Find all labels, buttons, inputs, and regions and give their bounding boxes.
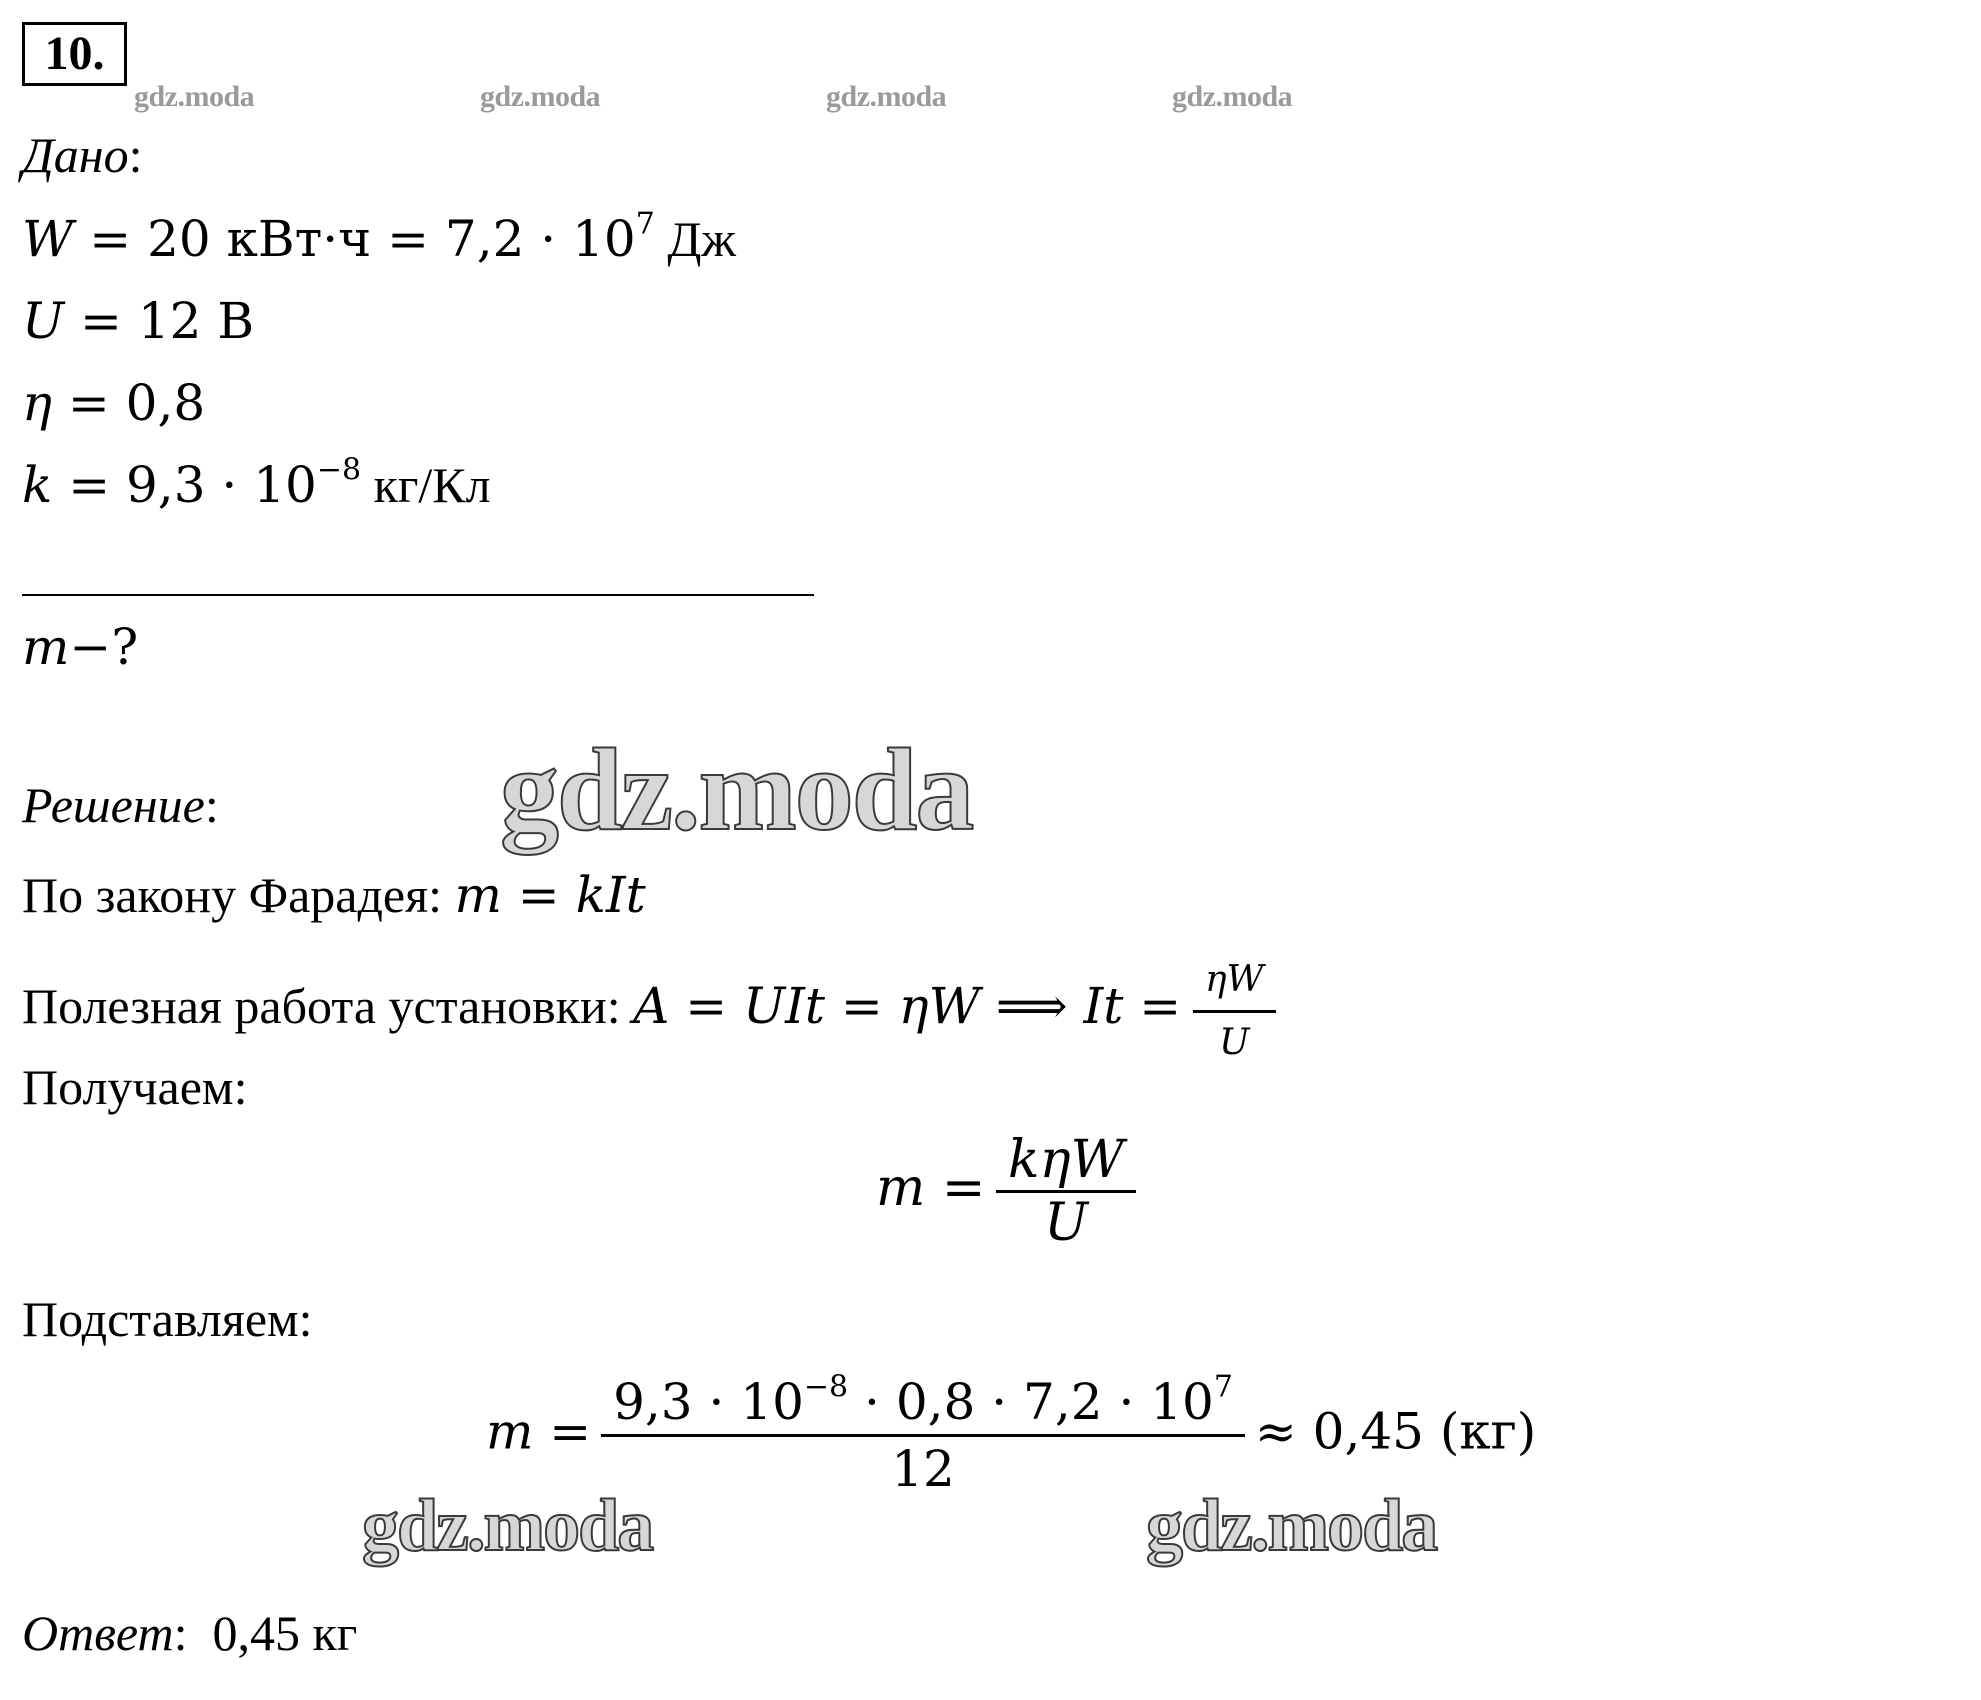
calc-fraction (607, 1370, 1239, 1501)
var-eta: η (22, 374, 52, 432)
watermark-small: gdz.moda (134, 80, 255, 113)
given-separator (22, 594, 814, 596)
given-heading (22, 126, 143, 184)
solution-heading-text: Решение (22, 777, 205, 833)
formula-m-numerator: kηW (1007, 1130, 1125, 1190)
problem-number-badge: 10. (22, 22, 127, 86)
var-m: m (22, 618, 70, 676)
var-w: W (22, 210, 74, 268)
useful-work-formula: A = UIt = ηW ⟹ It = (633, 976, 1197, 1035)
calc-num-exp-1: −8 (803, 1369, 849, 1405)
watermark-large: gdz.moda (1146, 1485, 1437, 1567)
calc-num-part-b: · 0,8 · 7,2 · 10 (848, 1373, 1214, 1431)
useful-work-text: Полезная работа установки: (22, 977, 634, 1034)
formula-m-denominator: U (996, 1190, 1136, 1253)
answer-value: 0,45 кг (187, 1605, 358, 1661)
find-line (22, 618, 138, 676)
formula-m-lhs: m = (876, 1158, 1002, 1218)
given-heading-text: Дано (22, 127, 129, 183)
faraday-formula: m = kIt (454, 866, 646, 924)
coefficient-exponent: −8 (316, 452, 362, 488)
energy-unit: Дж (654, 211, 736, 267)
calc-denominator: 12 (601, 1434, 1245, 1501)
var-u: U (22, 292, 65, 350)
find-question: −? (69, 618, 139, 676)
answer-line (22, 1604, 357, 1662)
solution-heading-colon: : (204, 777, 219, 833)
given-line-voltage (22, 292, 254, 350)
useful-work-line (22, 950, 1270, 1073)
calc-num-part-a: 9,3 · 10 (613, 1373, 804, 1431)
watermark-small: gdz.moda (826, 80, 947, 113)
answer-label: Ответ (22, 1605, 174, 1661)
it-fraction-numerator: ηW (1204, 959, 1264, 1000)
var-k: k (22, 456, 53, 514)
coefficient-unit: кг/Кл (361, 457, 491, 513)
formula-m (876, 1130, 1130, 1253)
coefficient-value: = 9,3 · 10 (52, 456, 317, 514)
watermark-small: gdz.moda (1172, 80, 1293, 113)
given-line-efficiency (22, 374, 205, 432)
calc-numerator (607, 1370, 1239, 1434)
answer-colon: : (173, 1605, 188, 1661)
watermark-large: gdz.moda (500, 724, 973, 855)
solution-heading (22, 776, 219, 834)
substitute-label: Подставляем: (22, 1291, 313, 1347)
it-fraction-denominator: U (1193, 1010, 1276, 1073)
calculation (486, 1370, 1536, 1501)
faraday-text: По закону Фарадея: (22, 867, 455, 923)
it-fraction (1199, 950, 1270, 1073)
faraday-line (22, 866, 646, 924)
formula-m-fraction (1002, 1130, 1130, 1253)
energy-value: = 20 кВт·ч = 7,2 · 10 (73, 210, 636, 268)
efficiency-value: = 0,8 (51, 374, 206, 432)
energy-exponent: 7 (635, 206, 655, 242)
given-line-energy (22, 206, 736, 268)
given-line-coefficient (22, 452, 491, 514)
voltage-value: = 12 В (64, 292, 255, 350)
given-heading-colon: : (128, 127, 143, 183)
get-label: Получаем: (22, 1059, 248, 1115)
watermark-small: gdz.moda (480, 80, 601, 113)
calc-result: ≈ 0,45 (кг) (1238, 1402, 1537, 1461)
watermark-large: gdz.moda (362, 1485, 653, 1567)
calc-num-exp-2: 7 (1213, 1369, 1233, 1405)
calc-lhs: m = (486, 1402, 608, 1461)
